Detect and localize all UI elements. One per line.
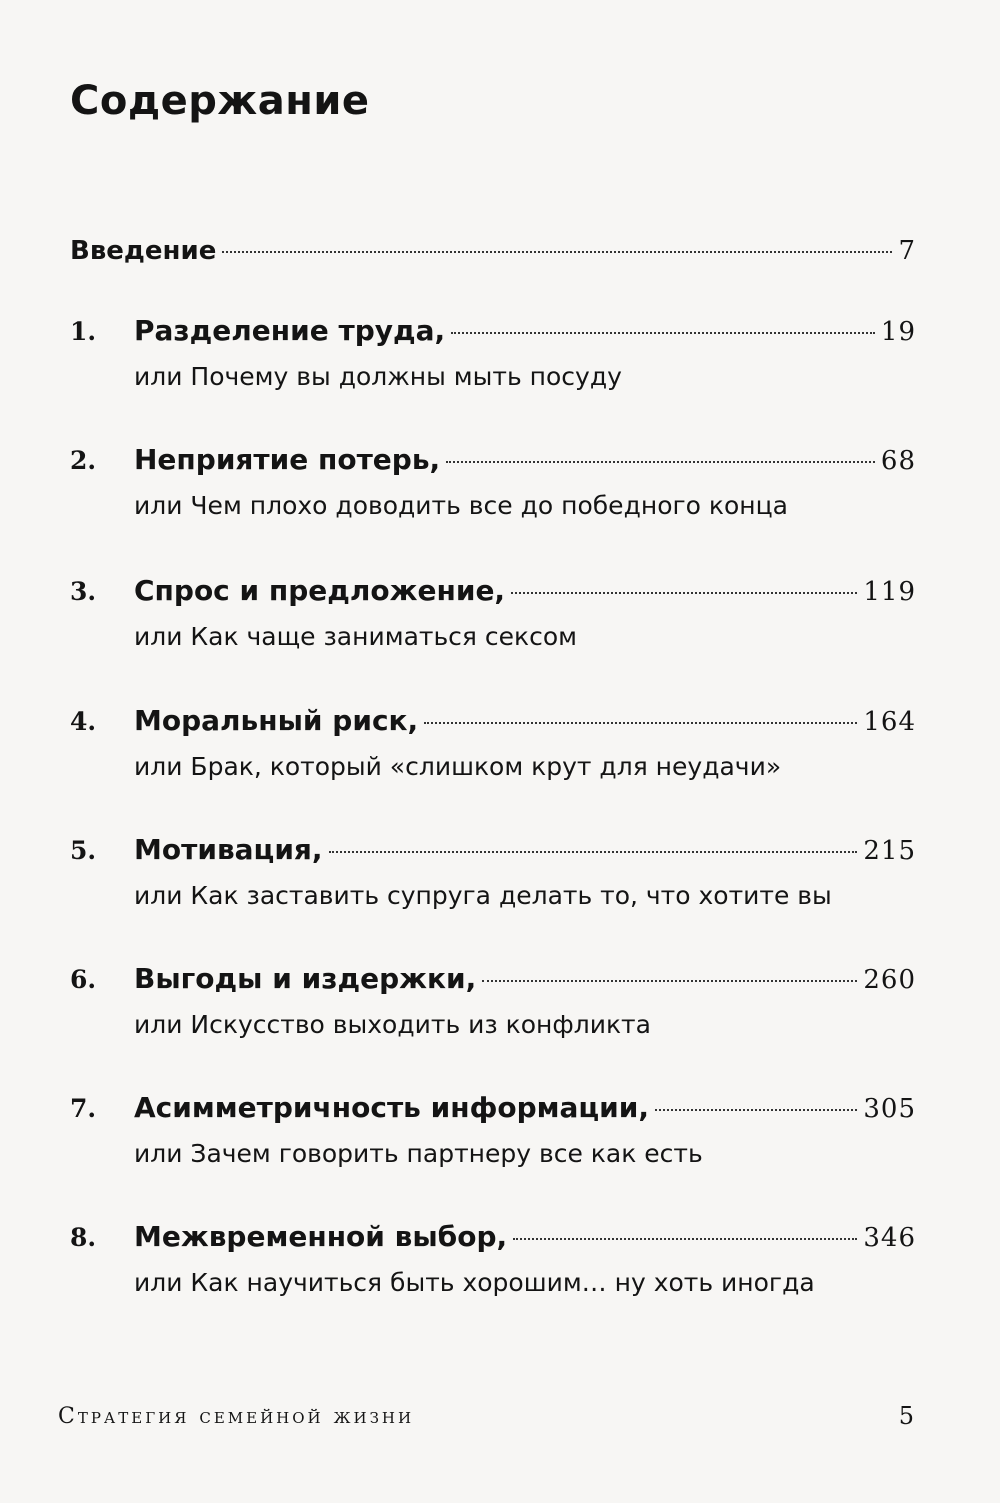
chapter-title: Асимметричность информации,	[134, 1091, 650, 1124]
chapter-page: 215	[863, 836, 916, 866]
toc-entry-line	[70, 574, 916, 610]
page-title: Содержание	[70, 78, 370, 124]
dot-leader	[655, 1109, 857, 1111]
chapter-page: 346	[863, 1223, 916, 1253]
toc-entry-title: Введение	[70, 236, 217, 266]
chapter-title: Выгоды и издержки,	[134, 962, 477, 995]
chapter-page: 260	[863, 965, 916, 995]
toc-entry-chapter-6[interactable]	[70, 962, 916, 1039]
toc-entry-intro[interactable]	[70, 236, 916, 276]
footer-page-number: 5	[898, 1402, 914, 1430]
toc-entry-chapter-8[interactable]	[70, 1220, 916, 1297]
toc-entry-line	[70, 236, 916, 272]
dot-leader	[424, 722, 857, 724]
chapter-page: 305	[863, 1094, 916, 1124]
dot-leader	[451, 332, 875, 334]
chapter-title: Межвременной выбор,	[134, 1220, 508, 1253]
toc-entry-line	[70, 962, 916, 998]
toc-entry-page: 7	[898, 236, 916, 266]
dot-leader	[446, 461, 875, 463]
chapter-number: 8.	[70, 1223, 97, 1252]
chapter-page: 19	[880, 317, 916, 347]
chapter-number: 4.	[70, 707, 97, 736]
toc-entry-chapter-7[interactable]	[70, 1091, 916, 1168]
chapter-number: 6.	[70, 965, 97, 994]
chapter-title: Разделение труда,	[134, 314, 446, 347]
toc-entry-chapter-4[interactable]	[70, 704, 916, 781]
dot-leader	[329, 851, 858, 853]
toc-entry-chapter-2[interactable]	[70, 443, 916, 520]
running-footer-title: Стратегия семейной жизни	[58, 1404, 415, 1429]
toc-entry-chapter-1[interactable]	[70, 314, 916, 391]
chapter-subtitle: или Как чаще заниматься сексом	[134, 622, 578, 651]
toc-entry-line	[70, 1220, 916, 1256]
toc-entry-chapter-5[interactable]	[70, 833, 916, 910]
chapter-subtitle: или Зачем говорить партнеру все как есть	[134, 1139, 703, 1168]
chapter-subtitle: или Чем плохо доводить все до победного конца	[134, 491, 788, 520]
chapter-page: 68	[880, 446, 916, 476]
chapter-page: 164	[863, 707, 916, 737]
toc-entry-line	[70, 314, 916, 350]
toc-entry-line	[70, 443, 916, 479]
chapter-title: Спрос и предложение,	[134, 574, 506, 607]
chapter-number: 5.	[70, 836, 97, 865]
dot-leader	[511, 592, 857, 594]
dot-leader	[222, 251, 892, 253]
chapter-subtitle: или Искусство выходить из конфликта	[134, 1010, 651, 1039]
toc-entry-line	[70, 833, 916, 869]
chapter-number: 2.	[70, 446, 97, 475]
chapter-subtitle: или Как научиться быть хорошим… ну хоть иногда	[134, 1268, 815, 1297]
chapter-number: 7.	[70, 1094, 97, 1123]
chapter-number: 1.	[70, 317, 97, 346]
chapter-subtitle: или Как заставить супруга делать то, что хотите вы	[134, 881, 832, 910]
chapter-number: 3.	[70, 577, 97, 606]
chapter-title: Моральный риск,	[134, 704, 419, 737]
toc-entry-line	[70, 1091, 916, 1127]
chapter-page: 119	[863, 577, 916, 607]
chapter-title: Неприятие потерь,	[134, 443, 441, 476]
dot-leader	[513, 1238, 857, 1240]
dot-leader	[482, 980, 857, 982]
chapter-subtitle: или Брак, который «слишком крут для неудачи»	[134, 752, 782, 781]
chapter-subtitle: или Почему вы должны мыть посуду	[134, 362, 622, 391]
toc-entry-chapter-3[interactable]	[70, 574, 916, 651]
toc-entry-line	[70, 704, 916, 740]
chapter-title: Мотивация,	[134, 833, 323, 866]
